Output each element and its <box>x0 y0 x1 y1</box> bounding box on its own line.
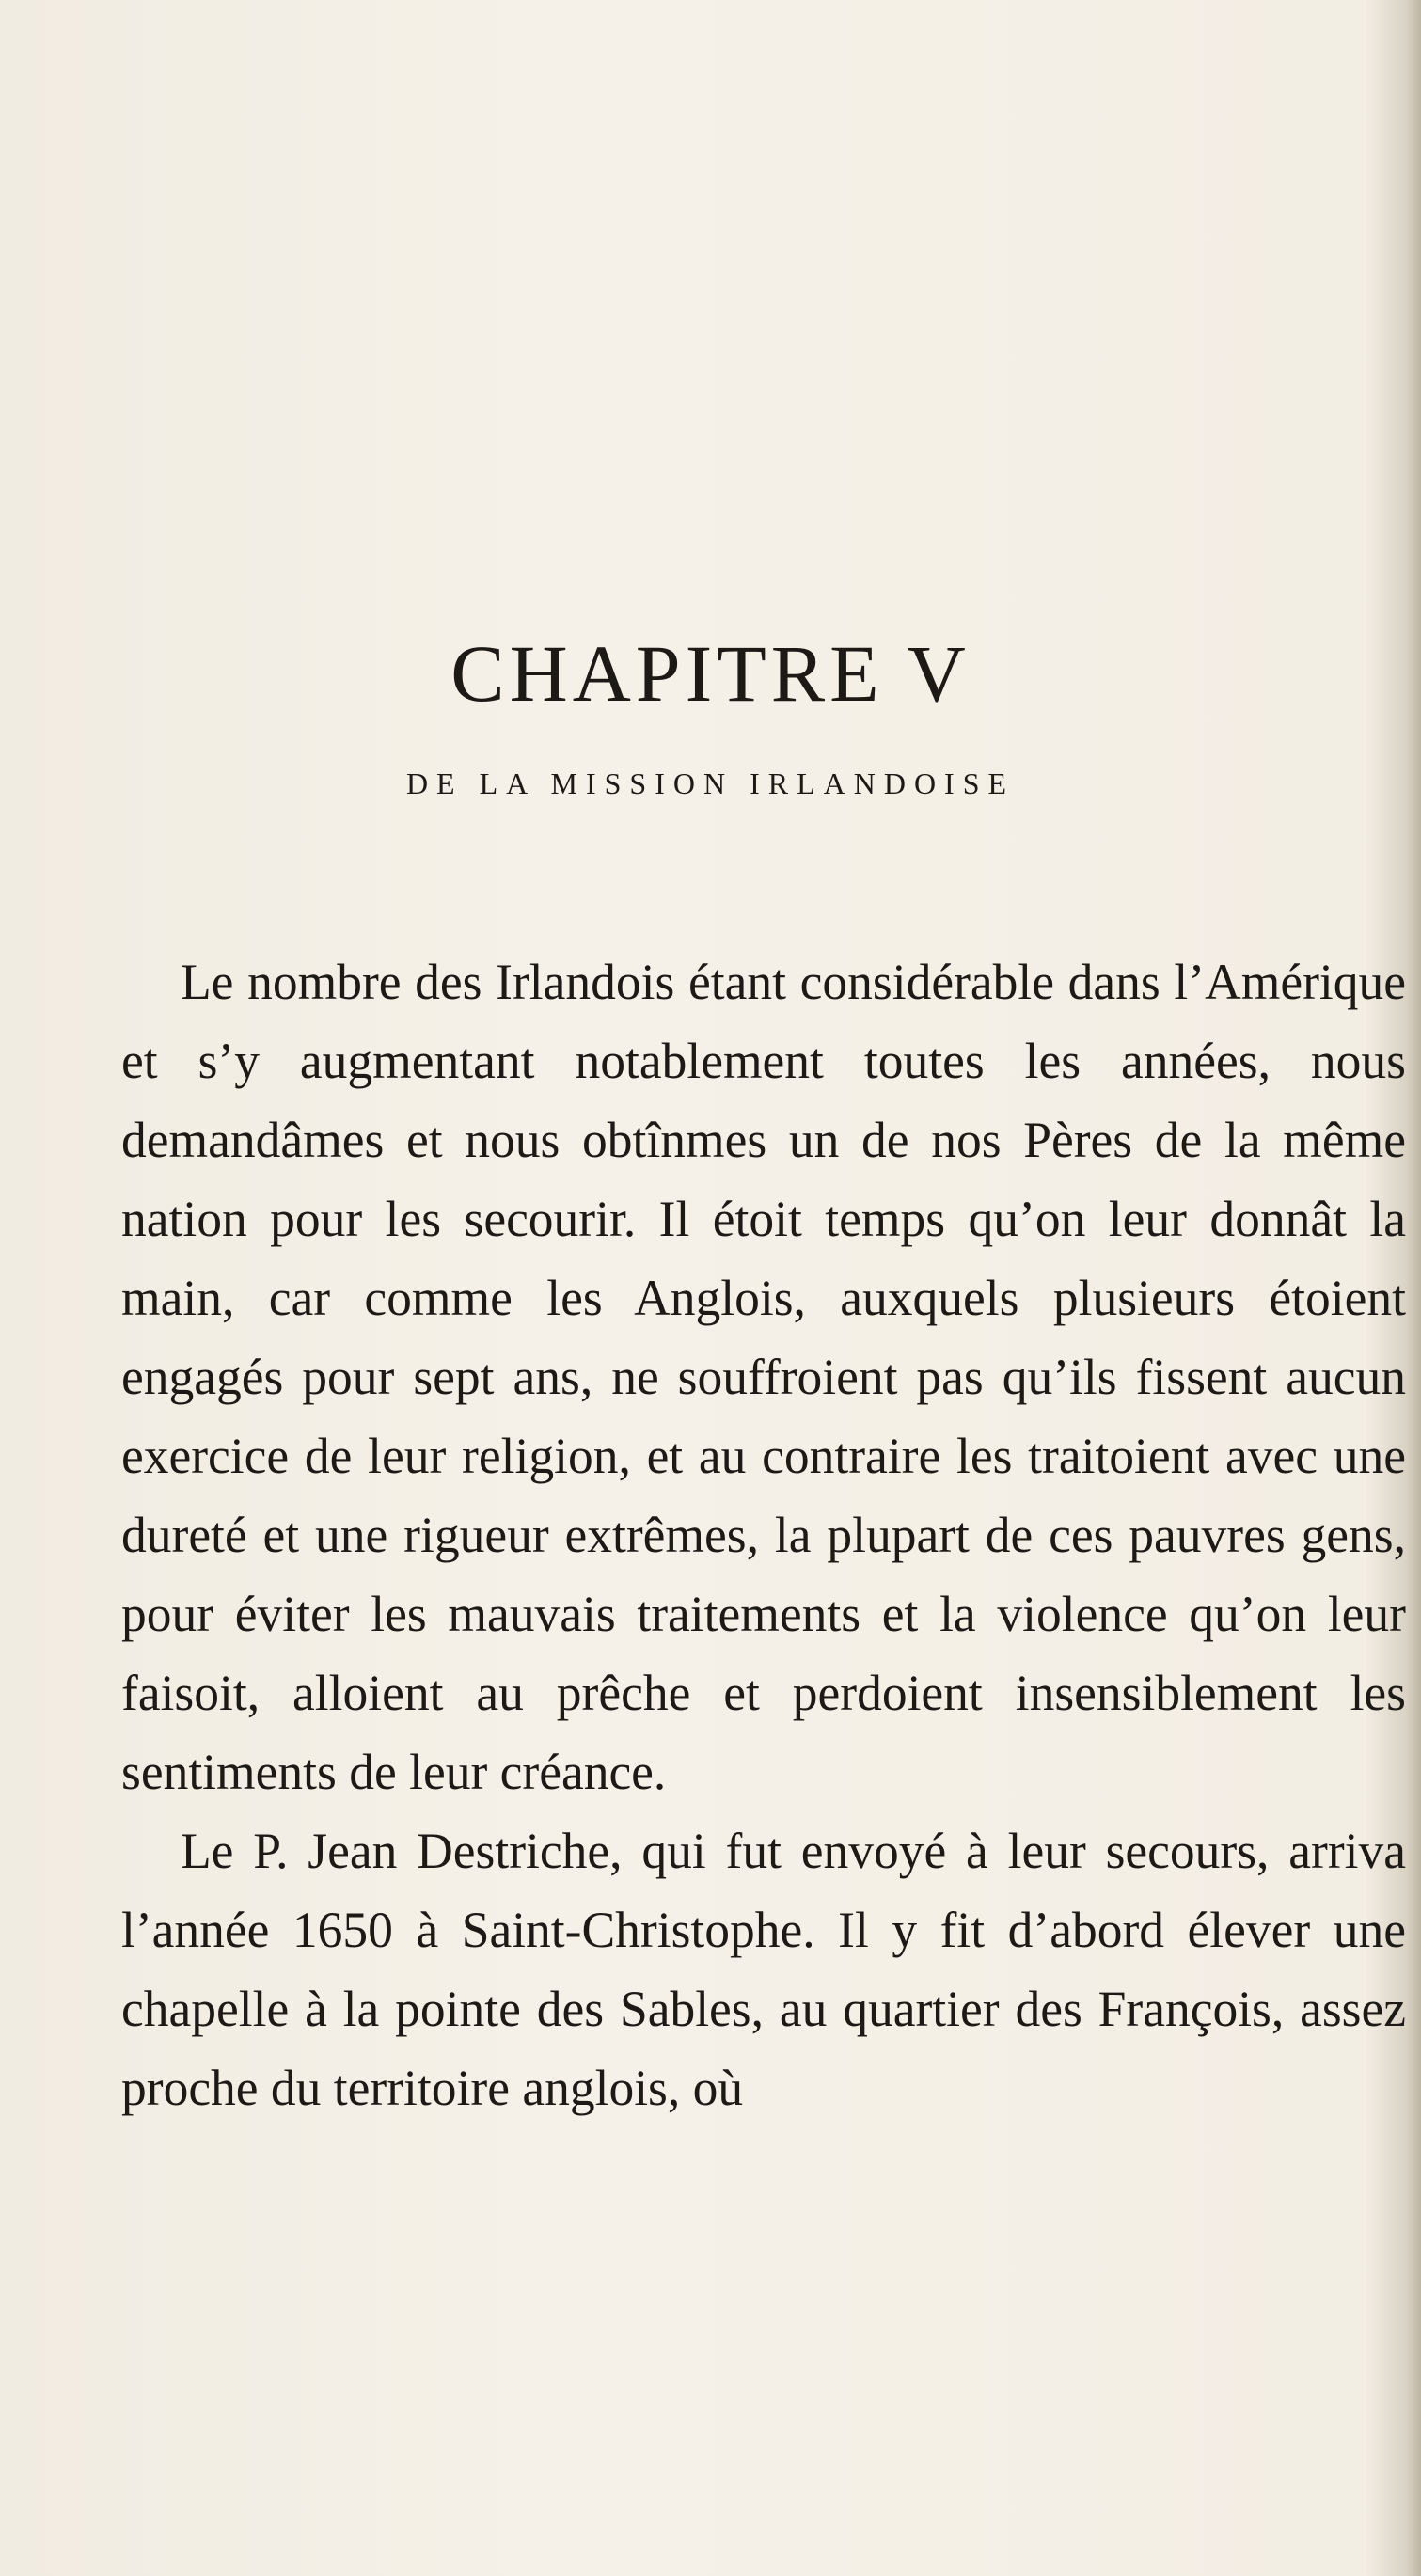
paragraph: Le nombre des Irlandois étant considérable dans l’Amérique et s’y augmentant notablement toutes les années, nous demandâmes et nous obtînmes un de nos Pères de la même nation pour les secourir. Il étoit temps qu’on leur donnât la main, car comme les Anglois, auxquels plusieurs étoient engagés pour sept ans, ne souffroient pas qu’ils fissent aucun exercice de leur religion, et au contraire les traitoient avec une dureté et une rigueur extrêmes, la plupart de ces pauvres gens, pour éviter les mauvais traitements et la violence qu’on leur faisoit, alloient au prêche et perdoient insensiblement les sentiments de leur créance. <box>121 954 1406 1800</box>
paragraph: Le P. Jean Destriche, qui fut envoyé à leur secours, arriva l’année 1650 à Saint-Christophe. Il y fit d’abord élever une chapelle à la pointe des Sables, au quartier des François, assez proche du territoire anglois, où <box>121 1823 1406 2116</box>
chapter-subtitle: DE LA MISSION IRLANDOISE <box>405 766 1016 800</box>
show-through-header <box>0 73 1421 149</box>
body-text <box>121 942 1406 2127</box>
chapter-title: CHAPITRE V <box>450 627 971 719</box>
